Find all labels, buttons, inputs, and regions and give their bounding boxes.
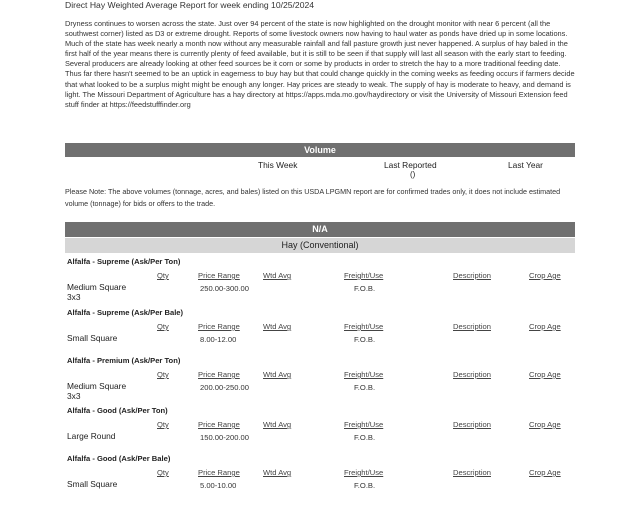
volume-last-reported-value: (): [410, 170, 416, 179]
freight-header: Freight/Use: [344, 420, 384, 429]
freight-value: F.O.B.: [354, 335, 376, 344]
freight-value: F.O.B.: [354, 284, 376, 293]
hay-section: [67, 454, 577, 504]
crop-age-header: Crop Age: [529, 322, 561, 331]
crop-age-header: Crop Age: [529, 370, 561, 379]
price-range-header: Price Range: [198, 420, 240, 429]
description-header: Description: [453, 468, 491, 477]
section-title: Alfalfa - Supreme (Ask/Per Ton): [67, 257, 181, 266]
crop-age-header: Crop Age: [529, 420, 561, 429]
price-range-value: 5.00-10.00: [200, 481, 237, 490]
crop-age-header: Crop Age: [529, 271, 561, 280]
freight-header: Freight/Use: [344, 271, 384, 280]
qty-header: Qty: [157, 322, 169, 331]
section-title: Alfalfa - Good (Ask/Per Bale): [67, 454, 171, 463]
wtd-avg-header: Wtd Avg: [263, 468, 292, 477]
description-header: Description: [453, 420, 491, 429]
volume-last-reported-label: Last Reported: [384, 160, 437, 170]
package-type: Medium Square 3x3: [67, 381, 127, 401]
package-type: Medium Square 3x3: [67, 282, 127, 302]
hay-section: [67, 308, 577, 358]
qty-header: Qty: [157, 468, 169, 477]
crop-age-header: Crop Age: [529, 468, 561, 477]
wtd-avg-header: Wtd Avg: [263, 322, 292, 331]
price-range-header: Price Range: [198, 370, 240, 379]
price-range-value: 200.00-250.00: [200, 383, 249, 392]
price-range-value: 250.00-300.00: [200, 284, 249, 293]
package-type: Small Square: [67, 479, 118, 489]
wtd-avg-header: Wtd Avg: [263, 420, 292, 429]
report-title: Direct Hay Weighted Average Report for week ending 10/25/2024: [65, 0, 315, 10]
qty-header: Qty: [157, 271, 169, 280]
section-title: Alfalfa - Supreme (Ask/Per Bale): [67, 308, 184, 317]
price-range-value: 8.00-12.00: [200, 335, 237, 344]
price-range-value: 150.00-200.00: [200, 433, 249, 442]
freight-header: Freight/Use: [344, 468, 384, 477]
price-range-header: Price Range: [198, 468, 240, 477]
freight-header: Freight/Use: [344, 370, 384, 379]
volume-this-week-label: This Week: [258, 160, 298, 170]
freight-header: Freight/Use: [344, 322, 384, 331]
price-range-header: Price Range: [198, 322, 240, 331]
section-title: Alfalfa - Good (Ask/Per Ton): [67, 406, 168, 415]
description-header: Description: [453, 322, 491, 331]
wtd-avg-header: Wtd Avg: [263, 370, 292, 379]
freight-value: F.O.B.: [354, 383, 376, 392]
hay-section: [67, 257, 577, 307]
qty-header: Qty: [157, 420, 169, 429]
hay-type-bar: Hay (Conventional): [65, 238, 575, 253]
hay-section: [67, 356, 577, 406]
hay-section: [67, 406, 577, 456]
market-narrative: Dryness continues to worsen across the state. Just over 94 percent of the state is now highlighted on the drought monitor with near 6 percent (all the southwest corner) listed as D3 or extreme drought. Reports of some livestock owners now having to haul water as ponds have dried up in some locations. Much of the state has week nearly a month now without any measurable rainfall and fall pasture growth just never happened. A surplus of hay baled in the first half of the year means there is currently plenty of feed available, but it is still to be seen if that supply will last all season with the early start to feeding. Several producers are already looking at other feed sources be it corn or some by products in order to stretch the hay to a more traditional feeding date. Thus far there hasn't seemed to be an uptick in eagerness to buy hay but that could change quickly in the coming weeks as feeding occurs if farmers decide that what looked to be a surplus might might be enough any longer. Hay prices are steady to weak. The supply of hay is moderate to heavy, and demand is light. The Missouri Department of Agriculture has a hay directory at https://apps.mda.mo.gov/haydirectory or visit the University of Missouri Extension feed stuff finder at https://feedstufffinder.org: [65, 19, 575, 109]
volume-note: Please Note: The above volumes (tonnage, acres, and bales) listed on this USDA LPGMN report are for confirmed trades only, it does not include estimated volume (tonnage) for bids or offers to the trade.: [65, 187, 561, 209]
qty-header: Qty: [157, 370, 169, 379]
package-type: Small Square: [67, 333, 118, 343]
description-header: Description: [453, 370, 491, 379]
package-type: Large Round: [67, 431, 116, 441]
freight-value: F.O.B.: [354, 481, 376, 490]
description-header: Description: [453, 271, 491, 280]
section-title: Alfalfa - Premium (Ask/Per Ton): [67, 356, 181, 365]
volume-last-year-label: Last Year: [508, 160, 543, 170]
freight-value: F.O.B.: [354, 433, 376, 442]
na-header-bar: N/A: [65, 222, 575, 237]
price-range-header: Price Range: [198, 271, 240, 280]
wtd-avg-header: Wtd Avg: [263, 271, 292, 280]
volume-header-bar: Volume: [65, 143, 575, 157]
